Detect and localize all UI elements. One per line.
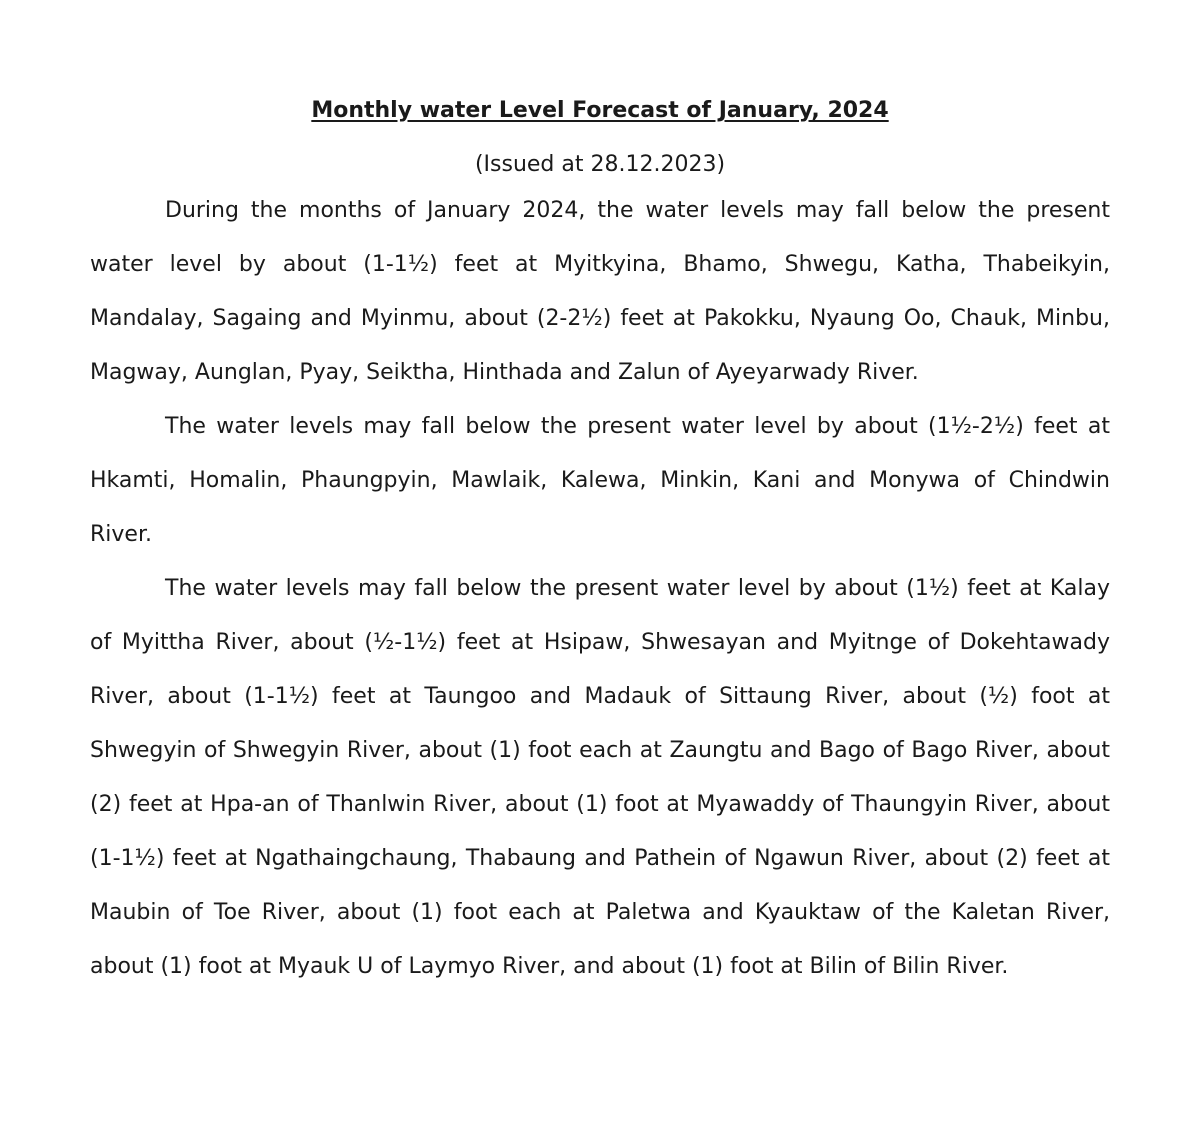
paragraph-chindwin: The water levels may fall below the present water level by about (1½-2½) feet at Hkamti, Homalin, Phaungpyin, Mawlaik, Kalewa, Minkin, Kani and Monywa of Chindwin River. [90, 414, 1110, 547]
paragraph-ayeyarwady: During the months of January 2024, the water levels may fall below the present water level by about (1-1½) feet at Myitkyina, Bhamo, Shwegu, Katha, Thabeikyin, Mandalay, Sagaing and Myinmu, about (2-2½) feet at Pakokku, Nyaung Oo, Chauk, Minbu, Magway, Aunglan, Pyay, Seiktha, Hinthada and Zalun of Ayeyarwady River. [90, 198, 1110, 385]
document-title: Monthly water Level Forecast of January, 2024 [311, 98, 889, 123]
paragraph-other-rivers: The water levels may fall below the present water level by about (1½) feet at Kalay of Myittha River, about (½-1½) feet at Hsipaw, Shwesayan and Myitnge of Dokehtawady River, about (1-1½) feet at Taungoo and Madauk of Sittaung River, about (½) foot at Shwegyin of Shwegyin River, about (1) foot each at Zaungtu and Bago of Bago River, about (2) feet at Hpa-an of Thanlwin River, about (1) foot at Myawaddy of Thaungyin River, about (1-1½) feet at Ngathaingchaung, Thabaung and Pathein of Ngawun River, about (2) feet at Maubin of Toe River, about (1) foot each at Paletwa and Kyauktaw of the Kaletan River, about (1) foot at Myauk U of Laymyo River, and about (1) foot at Bilin of Bilin River. [90, 576, 1110, 979]
issued-date: (Issued at 28.12.2023) [474, 152, 726, 177]
document-page [90, 92, 1110, 994]
